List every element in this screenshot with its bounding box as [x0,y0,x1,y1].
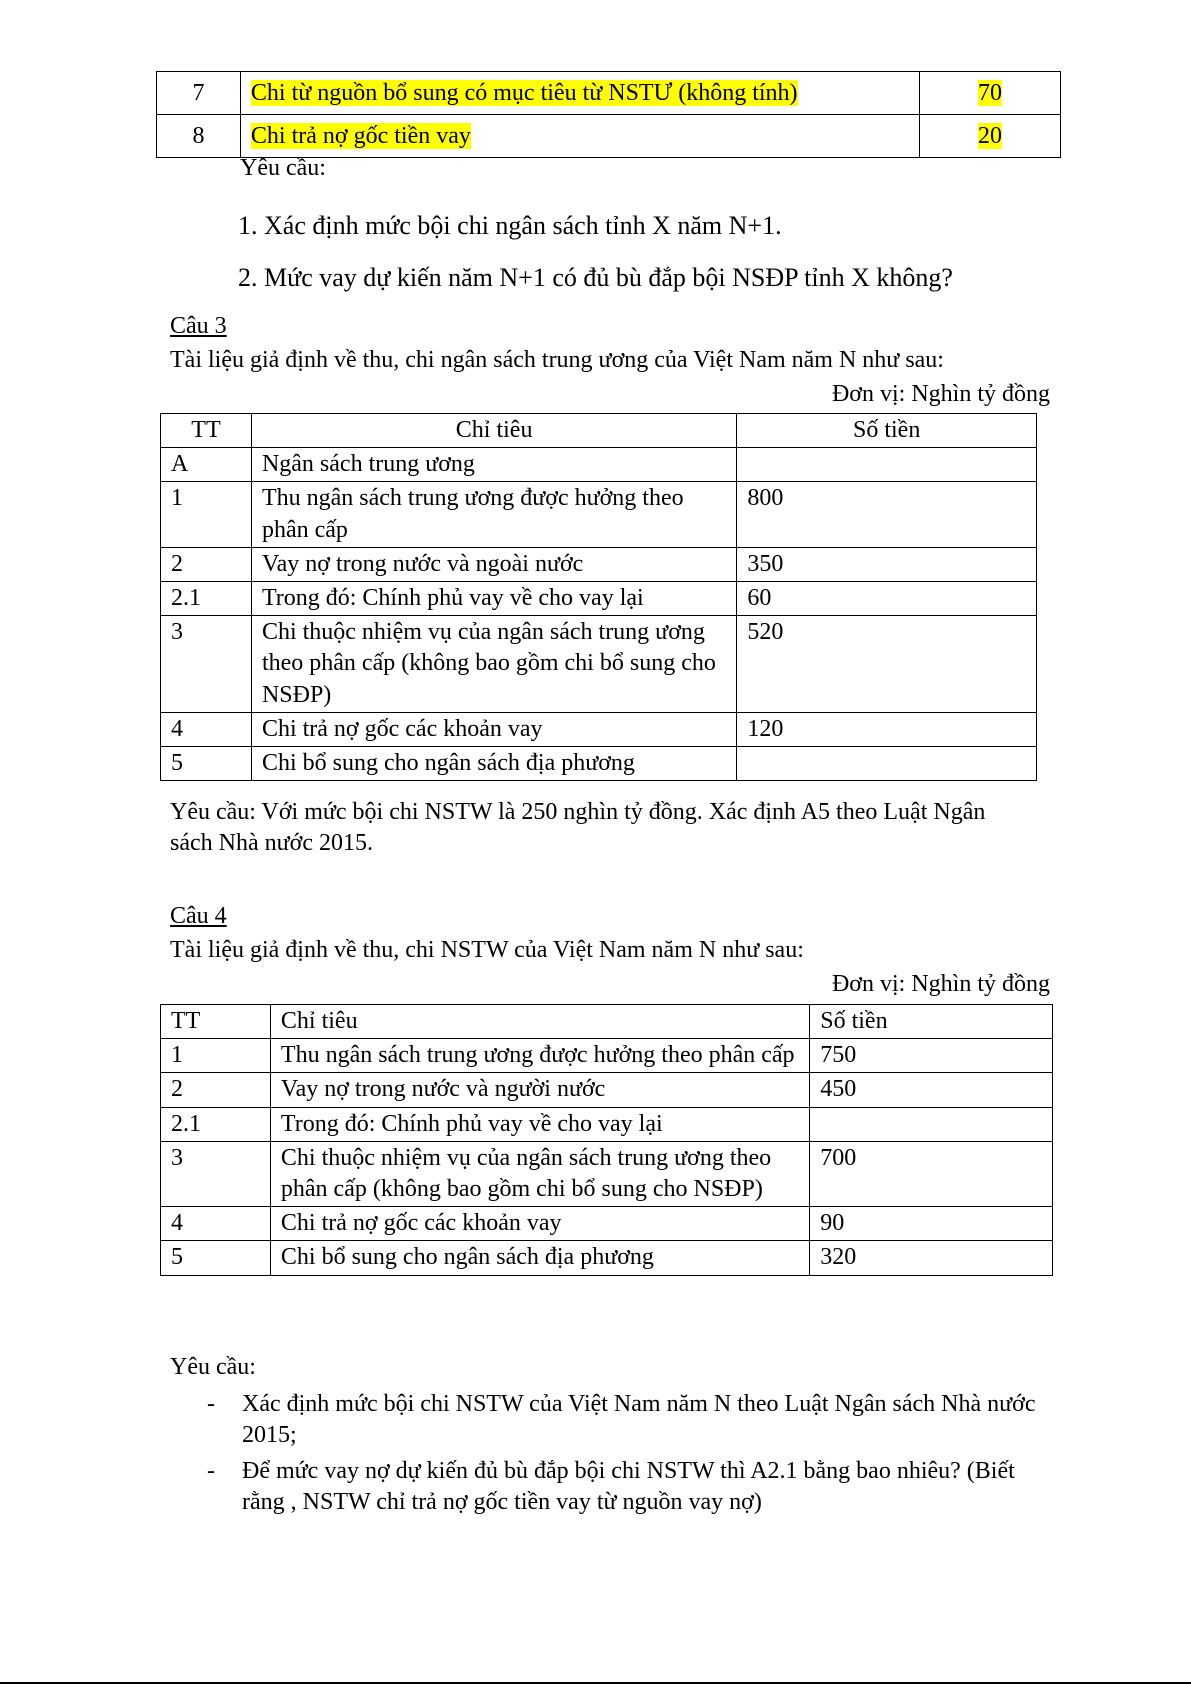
header-value: Số tiền [810,1005,1053,1039]
table-header-row [161,1005,1053,1039]
label-cell: Thu ngân sách trung ương được hưởng theo phân cấp [270,1039,809,1073]
value-cell: 800 [737,482,1037,547]
table-row [161,1241,1053,1275]
table-row [161,448,1037,482]
highlighted-text: Chi trả nợ gốc tiền vay [250,123,471,149]
tt-cell: 1 [161,482,252,547]
label-cell: Chi thuộc nhiệm vụ của ngân sách trung ương theo phân cấp (không bao gồm chi bổ sung cho NSĐP) [251,616,736,713]
q4-intro: Tài liệu giả định về thu, chi NSTW của Việt Nam năm N như sau: [170,937,804,963]
table-row [157,115,1061,158]
q3-requirement: Yêu cầu: Với mức bội chi NSTW là 250 nghìn tỷ đồng. Xác định A5 theo Luật Ngân sách Nhà nước 2015. [170,799,986,857]
value-cell: 90 [810,1207,1053,1241]
q2-requirement-label: Yêu cầu: [240,155,326,181]
label-cell: Thu ngân sách trung ương được hưởng theo phân cấp [251,482,736,547]
tt-cell: 2 [161,1073,271,1107]
label-cell: Chi bổ sung cho ngân sách địa phương [251,746,736,780]
q4-unit: Đơn vị: Nghìn tỷ đồng [831,971,1050,997]
q4-table [160,1004,1053,1276]
table-row [161,581,1037,615]
table-row [161,1207,1053,1241]
q4-heading-text: Câu 4 [170,903,227,929]
value-cell: 60 [737,581,1037,615]
bullet-dash: - [207,1458,215,1484]
table-row [161,1073,1053,1107]
tt-cell: 5 [161,746,252,780]
value-cell [920,115,1061,158]
label-cell: Trong đó: Chính phủ vay về cho vay lại [251,581,736,615]
tt-cell: 8 [157,115,241,158]
highlighted-value: 20 [978,123,1003,149]
value-cell: 450 [810,1073,1053,1107]
value-cell: 700 [810,1141,1053,1206]
q3-unit: Đơn vị: Nghìn tỷ đồng [831,381,1050,407]
table-row [161,616,1037,713]
value-cell [810,1107,1053,1141]
header-label: Chỉ tiêu [270,1005,809,1039]
q4-bullet-2: Để mức vay nợ dự kiến đủ bù đắp bội chi NSTW thì A2.1 bằng bao nhiêu? (Biết rằng , NSTW chỉ trả nợ gốc tiền vay từ nguồn vay nợ) [242,1458,1015,1516]
value-cell [737,448,1037,482]
header-label: Chỉ tiêu [251,414,736,448]
q4-heading [170,901,227,932]
q3-heading [170,311,227,342]
q4-requirement-label: Yêu cầu: [170,1354,256,1380]
label-cell: Chi thuộc nhiệm vụ của ngân sách trung ương theo phân cấp (không bao gồm chi bổ sung cho NSĐP) [270,1141,809,1206]
tt-cell: 3 [161,1141,271,1206]
table-row [161,746,1037,780]
table-row [161,1141,1053,1206]
continued-table [156,71,1061,158]
table-row [161,547,1037,581]
table-row [161,1107,1053,1141]
tt-cell: 1 [161,1039,271,1073]
tt-cell: 2.1 [161,581,252,615]
value-cell [737,746,1037,780]
label-cell: Chi bổ sung cho ngân sách địa phương [270,1241,809,1275]
header-tt: TT [161,1005,271,1039]
label-cell [240,72,919,115]
header-value: Số tiền [737,414,1037,448]
q2-requirement-1: 1. Xác định mức bội chi ngân sách tỉnh X năm N+1. [238,211,782,240]
value-cell: 520 [737,616,1037,713]
highlighted-text: Chi từ nguồn bổ sung có mục tiêu từ NSTƯ (không tính) [250,80,798,106]
label-cell: Vay nợ trong nước và ngoài nước [251,547,736,581]
q2-requirement-2: 2. Mức vay dự kiến năm N+1 có đủ bù đắp bội NSĐP tỉnh X không? [238,263,953,292]
value-cell: 120 [737,712,1037,746]
label-cell: Chi trả nợ gốc các khoản vay [270,1207,809,1241]
label-cell [240,115,919,158]
tt-cell: 5 [161,1241,271,1275]
table-row [157,72,1061,115]
table-row [161,482,1037,547]
q3-intro: Tài liệu giả định về thu, chi ngân sách trung ương của Việt Nam năm N như sau: [170,347,944,373]
label-cell: Trong đó: Chính phủ vay về cho vay lại [270,1107,809,1141]
q4-bullet-1: Xác định mức bội chi NSTW của Việt Nam năm N theo Luật Ngân sách Nhà nước 2015; [242,1391,1036,1449]
tt-cell: 2 [161,547,252,581]
q3-table [160,413,1037,781]
bullet-dash: - [207,1391,215,1417]
page-bottom-rule [0,1682,1191,1684]
tt-cell: 3 [161,616,252,713]
header-tt: TT [161,414,252,448]
highlighted-value: 70 [978,80,1003,106]
table-row [161,1039,1053,1073]
label-cell: Chi trả nợ gốc các khoản vay [251,712,736,746]
tt-cell: 2.1 [161,1107,271,1141]
q3-heading-text: Câu 3 [170,313,227,339]
table-header-row [161,414,1037,448]
value-cell: 350 [737,547,1037,581]
label-cell: Ngân sách trung ương [251,448,736,482]
tt-cell: 4 [161,712,252,746]
table-row [161,712,1037,746]
value-cell [920,72,1061,115]
value-cell: 750 [810,1039,1053,1073]
tt-cell: A [161,448,252,482]
label-cell: Vay nợ trong nước và người nước [270,1073,809,1107]
tt-cell: 7 [157,72,241,115]
value-cell: 320 [810,1241,1053,1275]
tt-cell: 4 [161,1207,271,1241]
